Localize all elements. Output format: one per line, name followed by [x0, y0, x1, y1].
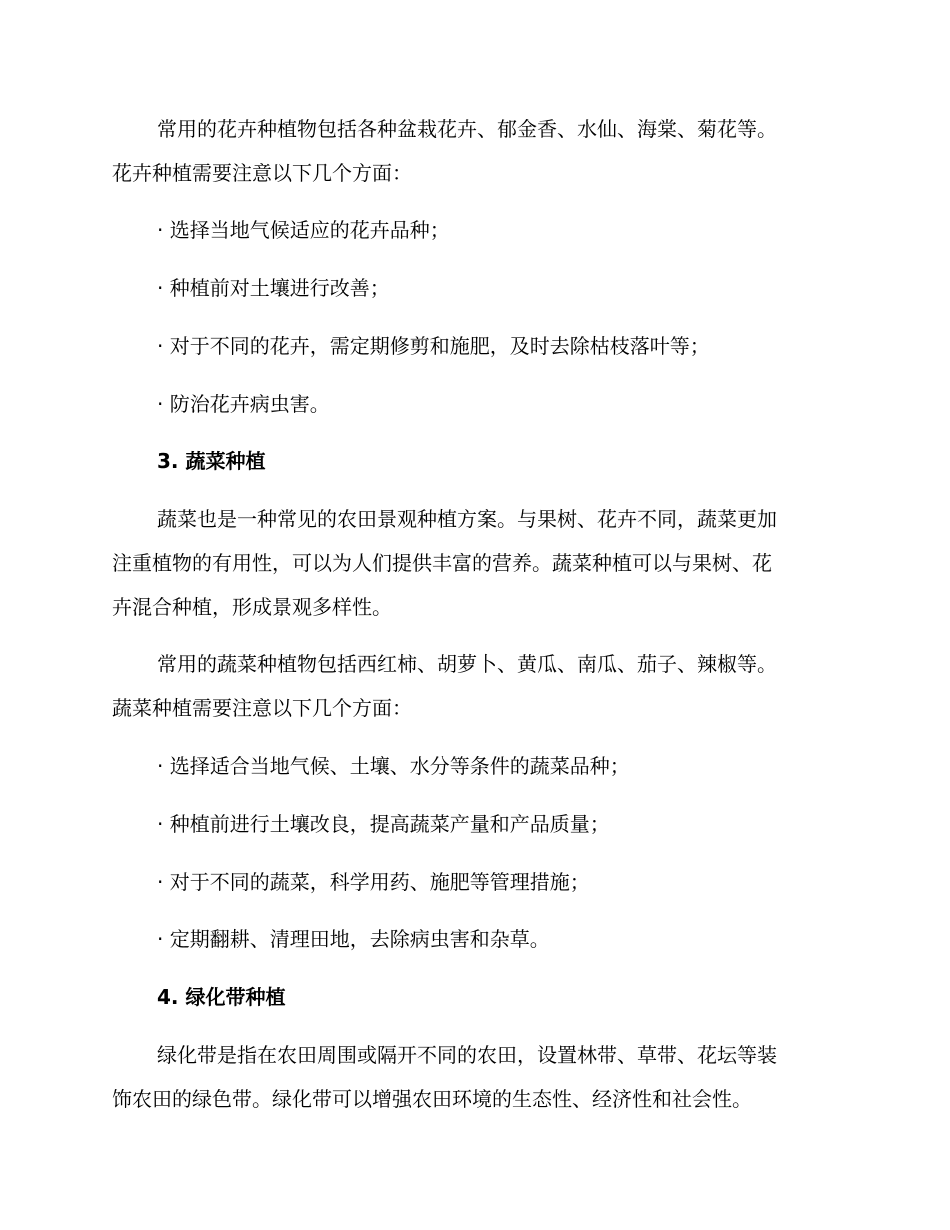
- paragraph-line: 绿化带是指在农田周围或隔开不同的农田，设置林带、草带、花坛等装: [157, 1043, 777, 1067]
- bullet-item: · 防治花卉病虫害。: [157, 392, 330, 416]
- bullet-item: · 选择适合当地气候、土壤、水分等条件的蔬菜品种；: [157, 754, 630, 778]
- bullet-item: · 选择当地气候适应的花卉品种；: [157, 218, 450, 242]
- bullet-item: · 对于不同的花卉，需定期修剪和施肥，及时去除枯枝落叶等；: [157, 334, 710, 358]
- paragraph-line: 花卉种植需要注意以下几个方面：: [112, 161, 412, 185]
- paragraph-line: 常用的蔬菜种植物包括西红柿、胡萝卜、黄瓜、南瓜、茄子、辣椒等。: [157, 652, 777, 676]
- section-heading: 3. 蔬菜种植: [157, 449, 266, 473]
- paragraph-line: 注重植物的有用性，可以为人们提供丰富的营养。蔬菜种植可以与果树、花: [112, 551, 772, 575]
- paragraph-line: 常用的花卉种植物包括各种盆栽花卉、郁金香、水仙、海棠、菊花等。: [157, 117, 777, 141]
- bullet-item: · 定期翻耕、清理田地，去除病虫害和杂草。: [157, 927, 550, 951]
- bullet-item: · 种植前进行土壤改良，提高蔬菜产量和产品质量；: [157, 812, 610, 836]
- bullet-item: · 对于不同的蔬菜，科学用药、施肥等管理措施；: [157, 870, 590, 894]
- bullet-item: · 种植前对土壤进行改善；: [157, 276, 390, 300]
- paragraph-line: 饰农田的绿色带。绿化带可以增强农田环境的生态性、经济性和社会性。: [112, 1087, 752, 1111]
- paragraph-line: 蔬菜也是一种常见的农田景观种植方案。与果树、花卉不同，蔬菜更加: [157, 507, 777, 531]
- paragraph-line: 卉混合种植，形成景观多样性。: [112, 595, 392, 619]
- paragraph-line: 蔬菜种植需要注意以下几个方面：: [112, 696, 412, 720]
- section-heading: 4. 绿化带种植: [157, 985, 286, 1009]
